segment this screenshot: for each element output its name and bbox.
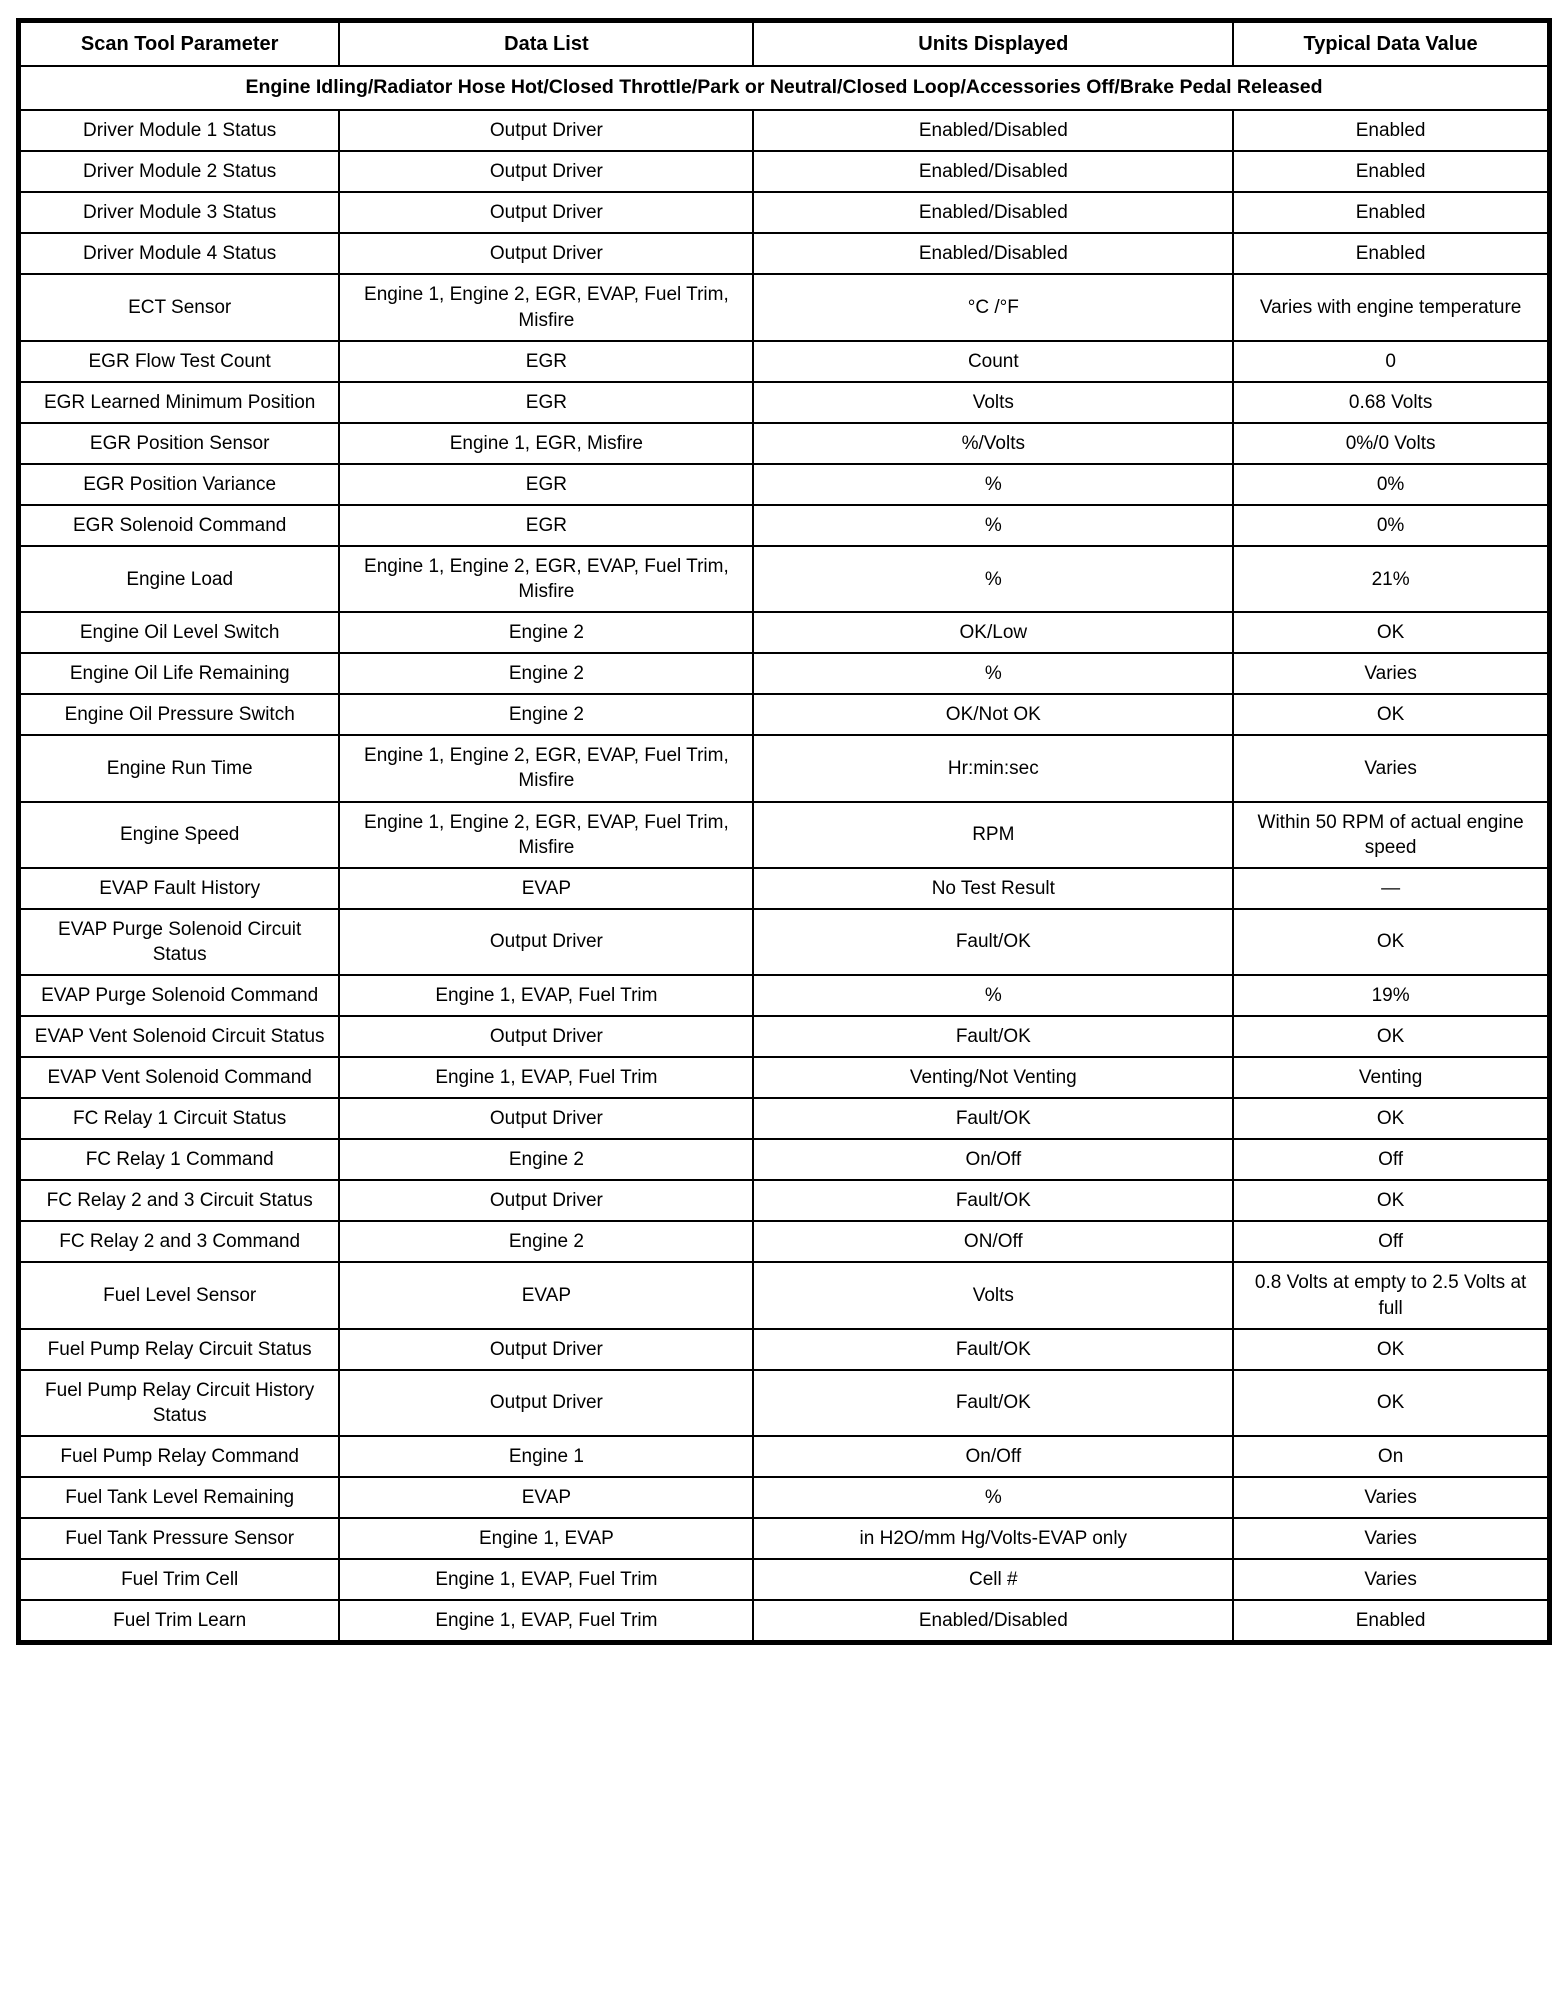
cell-typical-value: Varies with engine temperature <box>1233 274 1548 340</box>
cell-parameter: EGR Flow Test Count <box>20 341 339 382</box>
cell-parameter: EVAP Vent Solenoid Circuit Status <box>20 1016 339 1057</box>
cell-parameter: Engine Speed <box>20 802 339 868</box>
cell-parameter: Fuel Pump Relay Circuit History Status <box>20 1370 339 1436</box>
cell-typical-value: 0.68 Volts <box>1233 382 1548 423</box>
cell-data-list: EGR <box>339 505 753 546</box>
table-row <box>20 341 1548 382</box>
table-row <box>20 802 1548 868</box>
cell-parameter: Driver Module 4 Status <box>20 233 339 274</box>
table-row <box>20 1370 1548 1436</box>
cell-parameter: Driver Module 3 Status <box>20 192 339 233</box>
cell-data-list: EVAP <box>339 868 753 909</box>
cell-data-list: Engine 2 <box>339 1139 753 1180</box>
cell-typical-value: 0.8 Volts at empty to 2.5 Volts at full <box>1233 1262 1548 1328</box>
cell-parameter: Engine Oil Level Switch <box>20 612 339 653</box>
table-row <box>20 735 1548 801</box>
table-row <box>20 1139 1548 1180</box>
table-row <box>20 546 1548 612</box>
cell-parameter: FC Relay 2 and 3 Circuit Status <box>20 1180 339 1221</box>
cell-parameter: FC Relay 1 Command <box>20 1139 339 1180</box>
cell-parameter: EVAP Vent Solenoid Command <box>20 1057 339 1098</box>
table-row <box>20 694 1548 735</box>
cell-units: % <box>753 975 1233 1016</box>
cell-units: Fault/OK <box>753 909 1233 975</box>
cell-typical-value: 19% <box>1233 975 1548 1016</box>
column-header-units: Units Displayed <box>753 22 1233 66</box>
cell-typical-value: Venting <box>1233 1057 1548 1098</box>
table-row <box>20 1262 1548 1328</box>
cell-parameter: Engine Oil Pressure Switch <box>20 694 339 735</box>
cell-parameter: Fuel Pump Relay Command <box>20 1436 339 1477</box>
cell-units: Enabled/Disabled <box>753 233 1233 274</box>
cell-parameter: Fuel Tank Pressure Sensor <box>20 1518 339 1559</box>
table-row <box>20 612 1548 653</box>
cell-parameter: EGR Position Sensor <box>20 423 339 464</box>
table-row <box>20 1436 1548 1477</box>
cell-units: %/Volts <box>753 423 1233 464</box>
cell-typical-value: — <box>1233 868 1548 909</box>
cell-units: RPM <box>753 802 1233 868</box>
cell-parameter: Fuel Trim Learn <box>20 1600 339 1641</box>
cell-typical-value: Off <box>1233 1139 1548 1180</box>
cell-typical-value: 0% <box>1233 464 1548 505</box>
table-row <box>20 1221 1548 1262</box>
cell-data-list: Engine 1, Engine 2, EGR, EVAP, Fuel Trim, Misfire <box>339 274 753 340</box>
cell-typical-value: Within 50 RPM of actual engine speed <box>1233 802 1548 868</box>
cell-units: Count <box>753 341 1233 382</box>
cell-parameter: FC Relay 1 Circuit Status <box>20 1098 339 1139</box>
cell-data-list: Output Driver <box>339 110 753 151</box>
cell-data-list: Output Driver <box>339 1370 753 1436</box>
cell-data-list: EGR <box>339 464 753 505</box>
cell-data-list: Engine 1, EVAP <box>339 1518 753 1559</box>
cell-typical-value: Varies <box>1233 1559 1548 1600</box>
table-row <box>20 505 1548 546</box>
cell-data-list: Output Driver <box>339 1180 753 1221</box>
cell-data-list: Output Driver <box>339 909 753 975</box>
cell-data-list: EVAP <box>339 1477 753 1518</box>
cell-data-list: Engine 1, EVAP, Fuel Trim <box>339 1559 753 1600</box>
table-frame <box>16 18 1552 1645</box>
cell-units: On/Off <box>753 1436 1233 1477</box>
cell-units: Fault/OK <box>753 1098 1233 1139</box>
column-header-data-list: Data List <box>339 22 753 66</box>
cell-units: % <box>753 546 1233 612</box>
cell-units: % <box>753 1477 1233 1518</box>
cell-parameter: Fuel Tank Level Remaining <box>20 1477 339 1518</box>
cell-typical-value: On <box>1233 1436 1548 1477</box>
table-row <box>20 233 1548 274</box>
cell-units: Hr:min:sec <box>753 735 1233 801</box>
cell-typical-value: 0%/0 Volts <box>1233 423 1548 464</box>
cell-units: Volts <box>753 1262 1233 1328</box>
cell-data-list: Engine 2 <box>339 612 753 653</box>
cell-units: % <box>753 653 1233 694</box>
table-row <box>20 1057 1548 1098</box>
cell-typical-value: OK <box>1233 909 1548 975</box>
cell-units: % <box>753 464 1233 505</box>
cell-parameter: Engine Oil Life Remaining <box>20 653 339 694</box>
cell-typical-value: Enabled <box>1233 233 1548 274</box>
cell-parameter: EVAP Fault History <box>20 868 339 909</box>
cell-units: Volts <box>753 382 1233 423</box>
cell-typical-value: 0% <box>1233 505 1548 546</box>
cell-typical-value: OK <box>1233 1180 1548 1221</box>
cell-parameter: Fuel Trim Cell <box>20 1559 339 1600</box>
cell-typical-value: Varies <box>1233 1518 1548 1559</box>
cell-parameter: EGR Position Variance <box>20 464 339 505</box>
cell-parameter: ECT Sensor <box>20 274 339 340</box>
table-row <box>20 1180 1548 1221</box>
cell-units: OK/Low <box>753 612 1233 653</box>
cell-units: Enabled/Disabled <box>753 1600 1233 1641</box>
cell-data-list: Output Driver <box>339 1329 753 1370</box>
table-row <box>20 1600 1548 1641</box>
cell-parameter: FC Relay 2 and 3 Command <box>20 1221 339 1262</box>
cell-parameter: EGR Learned Minimum Position <box>20 382 339 423</box>
table-row <box>20 909 1548 975</box>
cell-data-list: Engine 1, EVAP, Fuel Trim <box>339 975 753 1016</box>
condition-text: Engine Idling/Radiator Hose Hot/Closed Throttle/Park or Neutral/Closed Loop/Accessories Off/Brake Pedal Released <box>20 66 1548 110</box>
cell-parameter: EVAP Purge Solenoid Circuit Status <box>20 909 339 975</box>
cell-units: Fault/OK <box>753 1180 1233 1221</box>
cell-data-list: Output Driver <box>339 1016 753 1057</box>
cell-parameter: Engine Load <box>20 546 339 612</box>
scan-tool-parameter-table <box>19 21 1549 1642</box>
cell-typical-value: OK <box>1233 1370 1548 1436</box>
column-header-typical-value: Typical Data Value <box>1233 22 1548 66</box>
cell-data-list: Output Driver <box>339 233 753 274</box>
cell-typical-value: 21% <box>1233 546 1548 612</box>
table-row <box>20 110 1548 151</box>
cell-typical-value: Varies <box>1233 1477 1548 1518</box>
cell-units: Fault/OK <box>753 1370 1233 1436</box>
cell-units: Fault/OK <box>753 1329 1233 1370</box>
table-row <box>20 1477 1548 1518</box>
cell-units: Enabled/Disabled <box>753 151 1233 192</box>
table-body <box>20 110 1548 1641</box>
column-header-parameter: Scan Tool Parameter <box>20 22 339 66</box>
cell-typical-value: Off <box>1233 1221 1548 1262</box>
cell-typical-value: Enabled <box>1233 151 1548 192</box>
table-row <box>20 192 1548 233</box>
table-row <box>20 423 1548 464</box>
table-row <box>20 274 1548 340</box>
cell-data-list: Engine 1, Engine 2, EGR, EVAP, Fuel Trim, Misfire <box>339 735 753 801</box>
cell-units: No Test Result <box>753 868 1233 909</box>
cell-units: % <box>753 505 1233 546</box>
cell-parameter: Fuel Pump Relay Circuit Status <box>20 1329 339 1370</box>
cell-parameter: Fuel Level Sensor <box>20 1262 339 1328</box>
cell-typical-value: Enabled <box>1233 192 1548 233</box>
cell-data-list: Engine 2 <box>339 694 753 735</box>
cell-units: Enabled/Disabled <box>753 192 1233 233</box>
cell-units: Cell # <box>753 1559 1233 1600</box>
cell-typical-value: Varies <box>1233 735 1548 801</box>
cell-typical-value: 0 <box>1233 341 1548 382</box>
cell-data-list: Engine 1, Engine 2, EGR, EVAP, Fuel Trim, Misfire <box>339 802 753 868</box>
cell-typical-value: OK <box>1233 1016 1548 1057</box>
cell-data-list: Output Driver <box>339 151 753 192</box>
cell-parameter: Engine Run Time <box>20 735 339 801</box>
table-row <box>20 1329 1548 1370</box>
cell-typical-value: OK <box>1233 612 1548 653</box>
cell-typical-value: OK <box>1233 1329 1548 1370</box>
header-row <box>20 22 1548 66</box>
cell-typical-value: Varies <box>1233 653 1548 694</box>
cell-units: Fault/OK <box>753 1016 1233 1057</box>
table-row <box>20 1518 1548 1559</box>
cell-units: in H2O/mm Hg/Volts-EVAP only <box>753 1518 1233 1559</box>
cell-typical-value: Enabled <box>1233 1600 1548 1641</box>
cell-data-list: EGR <box>339 382 753 423</box>
table-row <box>20 653 1548 694</box>
table-row <box>20 975 1548 1016</box>
cell-data-list: Engine 1, EGR, Misfire <box>339 423 753 464</box>
table-row <box>20 1098 1548 1139</box>
cell-data-list: Engine 1, Engine 2, EGR, EVAP, Fuel Trim, Misfire <box>339 546 753 612</box>
cell-data-list: Output Driver <box>339 1098 753 1139</box>
condition-row <box>20 66 1548 110</box>
cell-data-list: Output Driver <box>339 192 753 233</box>
cell-data-list: Engine 1, EVAP, Fuel Trim <box>339 1600 753 1641</box>
cell-data-list: Engine 1, EVAP, Fuel Trim <box>339 1057 753 1098</box>
table-row <box>20 151 1548 192</box>
cell-units: OK/Not OK <box>753 694 1233 735</box>
cell-data-list: EGR <box>339 341 753 382</box>
cell-units: Enabled/Disabled <box>753 110 1233 151</box>
table-row <box>20 1559 1548 1600</box>
cell-parameter: EGR Solenoid Command <box>20 505 339 546</box>
cell-data-list: Engine 2 <box>339 1221 753 1262</box>
cell-units: °C /°F <box>753 274 1233 340</box>
cell-typical-value: Enabled <box>1233 110 1548 151</box>
table-row <box>20 1016 1548 1057</box>
table-row <box>20 868 1548 909</box>
cell-data-list: Engine 1 <box>339 1436 753 1477</box>
cell-units: Venting/Not Venting <box>753 1057 1233 1098</box>
cell-data-list: Engine 2 <box>339 653 753 694</box>
cell-parameter: EVAP Purge Solenoid Command <box>20 975 339 1016</box>
cell-units: ON/Off <box>753 1221 1233 1262</box>
cell-units: On/Off <box>753 1139 1233 1180</box>
table-row <box>20 464 1548 505</box>
cell-typical-value: OK <box>1233 1098 1548 1139</box>
cell-parameter: Driver Module 2 Status <box>20 151 339 192</box>
cell-parameter: Driver Module 1 Status <box>20 110 339 151</box>
table-row <box>20 382 1548 423</box>
cell-typical-value: OK <box>1233 694 1548 735</box>
cell-data-list: EVAP <box>339 1262 753 1328</box>
